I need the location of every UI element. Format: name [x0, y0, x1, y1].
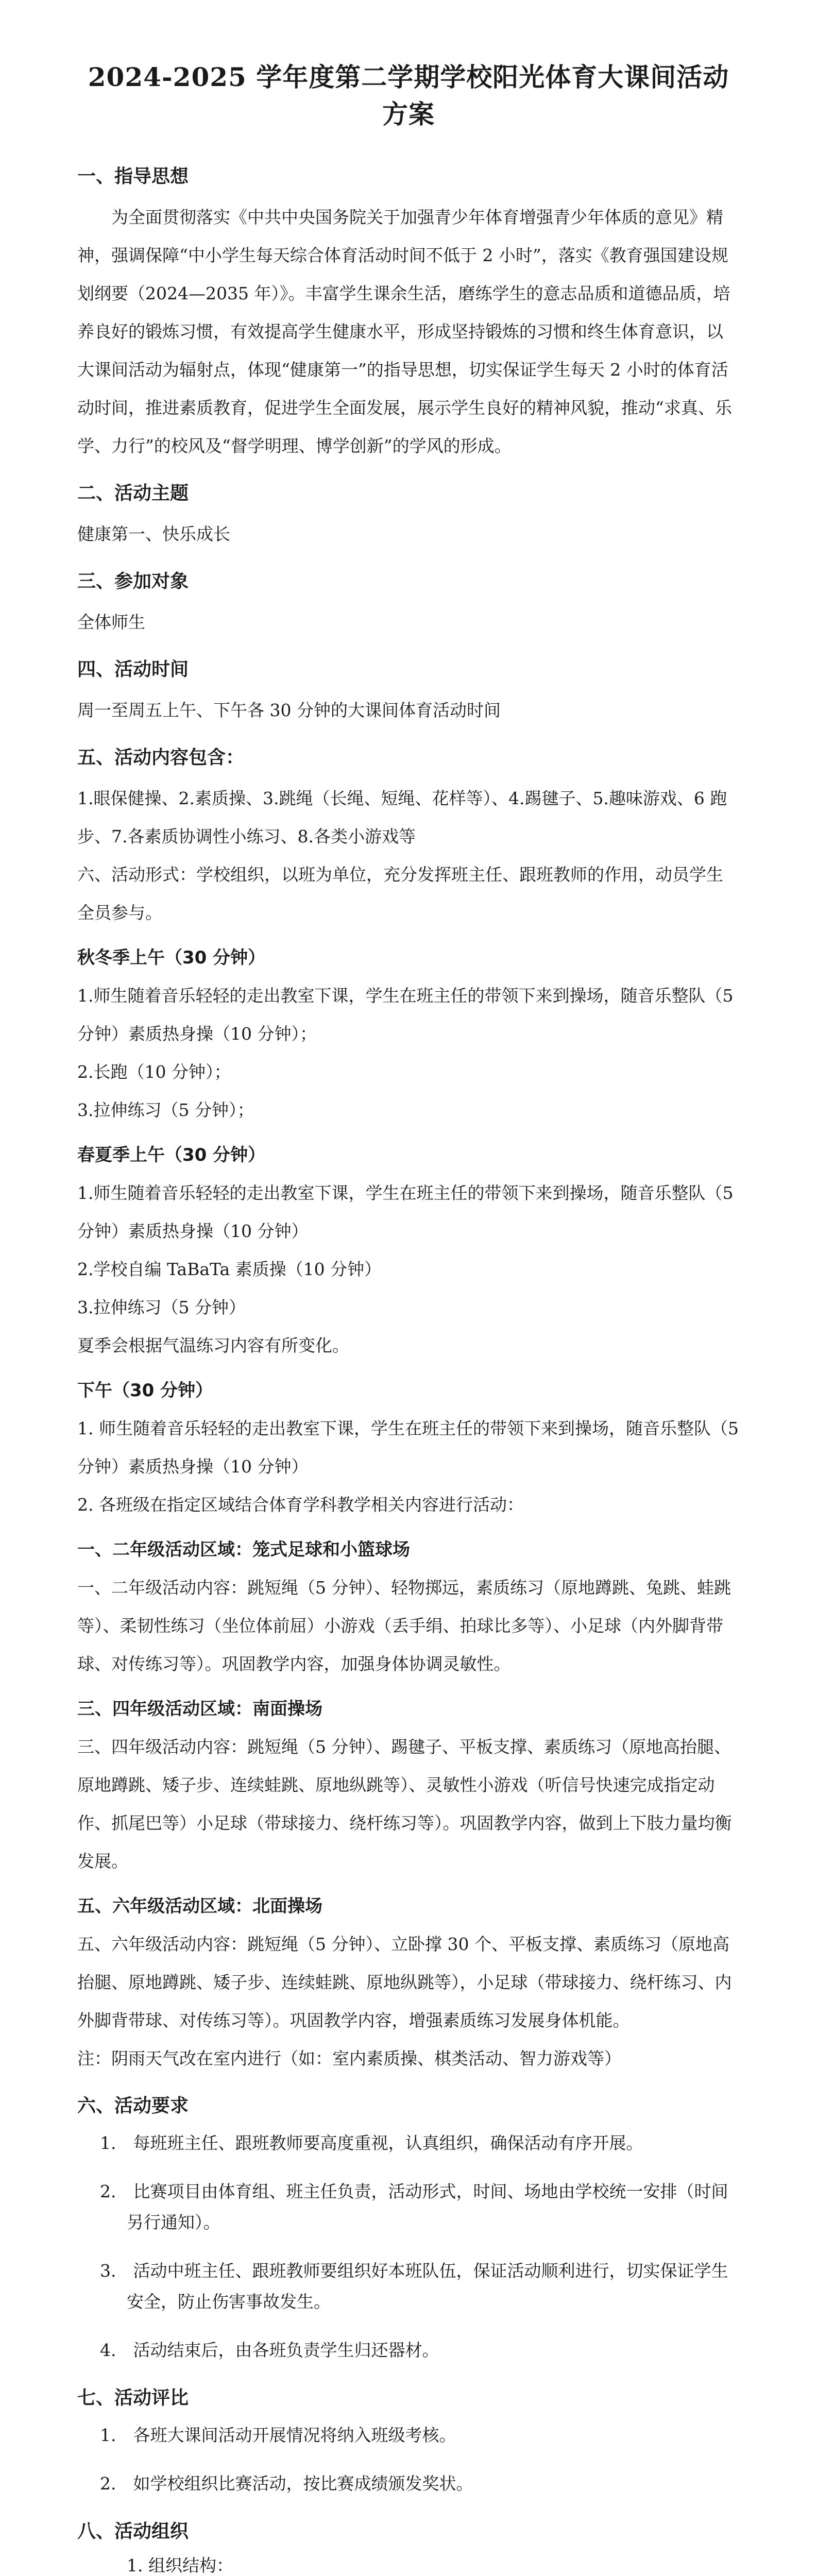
- section-time-heading: 四、活动时间: [77, 659, 189, 680]
- grade12-area-heading: 一、二年级活动区域：笼式足球和小篮球场: [77, 1539, 410, 1560]
- section-evaluation-heading: 七、活动评比: [77, 2387, 189, 2409]
- afternoon-heading: 下午（30 分钟）: [77, 1380, 213, 1401]
- spring-line: 2.学校自编 TaBaTa 素质操（10 分钟）: [77, 1259, 382, 1279]
- spring-line: 1.师生随着音乐轻轻的走出教室下课，学生在班主任的带领下来到操场，随音乐整队（5 分钟）素质热身操（10 分钟）: [77, 1183, 734, 1241]
- section-guiding-ideology-body: 为全面贯彻落实《中共中央国务院关于加强青少年体育增强青少年体质的意见》精神，强调保障“中小学生每天综合体育活动时间不低于 2 小时”，落实《教育强国建设规划纲要（2024—2035 年）》。丰富学生课余生活，磨练学生的意志品质和道德品质，培养良好的锻炼习惯，有效提高学生健康水平，形成坚持锻炼的习惯和终生体育意识，以大课间活动为辐射点，体现“健康第一”的指导思想，切实保证学生每天 2 小时的体育活动时间，推进素质教育，促进学生全面发展，展示学生良好的精神风貌，推动“求真、乐学、力行”的校风及“督学明理、博学创新”的学风的形成。: [77, 207, 732, 456]
- list-item: 4. 活动结束后，由各班负责学生归还器材。: [100, 2340, 439, 2360]
- requirements-list: [77, 2128, 740, 2366]
- section-requirements-heading: 六、活动要求: [77, 2095, 189, 2116]
- section-time-body: 周一至周五上午、下午各 30 分钟的大课间体育活动时间: [77, 700, 501, 720]
- section-content-body: 1.眼保健操、2.素质操、3.跳绳（长绳、短绳、花样等）、4.踢毽子、5.趣味游戏、6 跑步、7.各素质协调性小练习、8.各类小游戏等: [77, 788, 727, 846]
- grade12-content: 一、二年级活动内容：跳短绳（5 分钟）、轻物掷远，素质练习（原地蹲跳、兔跳、蛙跳等）、柔韧性练习（坐位体前屈）小游戏（丢手绢、拍球比多等）、小足球（内外脚背带球、对传练习等）。巩固教学内容，加强身体协调灵敏性。: [77, 1578, 731, 1674]
- section-theme-heading: 二、活动主题: [77, 483, 189, 504]
- section-form-body: 六、活动形式：学校组织，以班为单位，充分发挥班主任、跟班教师的作用，动员学生全员参与。: [77, 865, 723, 923]
- grade56-area-heading: 五、六年级活动区域：北面操场: [77, 1896, 322, 1917]
- organization-list: [77, 2553, 740, 2576]
- autumn-line: 3.拉伸练习（5 分钟）；: [77, 1100, 254, 1120]
- spring-line: 3.拉伸练习（5 分钟）: [77, 1297, 246, 1317]
- list-item: 1. 各班大课间活动开展情况将纳入班级考核。: [100, 2425, 456, 2445]
- rainy-day-note: 注：阴雨天气改在室内进行（如：室内素质操、棋类活动、智力游戏等）: [77, 2048, 621, 2069]
- grade56-content: 五、六年级活动内容：跳短绳（5 分钟）、立卧撑 30 个、平板支撑、素质练习（原地高抬腿、原地蹲跳、矮子步、连续蛙跳、原地纵跳等），小足球（带球接力、绕杆练习、内外脚背带球、对传练习等）。巩固教学内容，增强素质练习发展身体机能。: [77, 1934, 732, 2030]
- spring-morning-heading: 春夏季上午（30 分钟）: [77, 1145, 266, 1165]
- spring-line: 夏季会根据气温练习内容有所变化。: [77, 1335, 349, 1355]
- organization-structure: [77, 2553, 740, 2576]
- grade34-content: 三、四年级活动内容：跳短绳（5 分钟）、踢毽子、平板支撑、素质练习（原地高抬腿、原地蹲跳、矮子步、连续蛙跳、原地纵跳等）、灵敏性小游戏（听信号快速完成指定动作、抓尾巴等）小足球（带球接力、绕杆练习等）。巩固教学内容，做到上下肢力量均衡发展。: [77, 1737, 732, 1871]
- afternoon-line: 2. 各班级在指定区域结合体育学科教学相关内容进行活动：: [77, 1495, 524, 1515]
- section-organization-heading: 八、活动组织: [77, 2521, 189, 2542]
- section-theme-body: 健康第一、快乐成长: [77, 524, 230, 544]
- grade34-area-heading: 三、四年级活动区域：南面操场: [77, 1699, 322, 1719]
- evaluation-list: [77, 2420, 740, 2499]
- list-item: 2. 比赛项目由体育组、班主任负责，活动形式，时间、场地由学校统一安排（时间另行通知）。: [100, 2181, 728, 2232]
- list-item: 2. 如学校组织比赛活动，按比赛成绩颁发奖状。: [100, 2473, 473, 2494]
- document-title: 2024-2025 学年度第二学期学校阳光体育大课间活动方案: [88, 62, 729, 129]
- autumn-morning-heading: 秋冬季上午（30 分钟）: [77, 947, 266, 968]
- section-participants-heading: 三、参加对象: [77, 571, 189, 592]
- section-participants-body: 全体师生: [77, 612, 145, 632]
- structure-title: 1. 组织结构：: [127, 2555, 233, 2575]
- afternoon-line: 1. 师生随着音乐轻轻的走出教室下课，学生在班主任的带领下来到操场，随音乐整队（5 分钟）素质热身操（10 分钟）: [77, 1418, 739, 1477]
- section-guiding-ideology-heading: 一、指导思想: [77, 166, 189, 187]
- list-item: 3. 活动中班主任、跟班教师要组织好本班队伍，保证活动顺利进行，切实保证学生安全，防止伤害事故发生。: [100, 2261, 728, 2312]
- autumn-line: 1.师生随着音乐轻轻的走出教室下课，学生在班主任的带领下来到操场，随音乐整队（5 分钟）素质热身操（10 分钟）；: [77, 986, 734, 1044]
- section-content-heading: 五、活动内容包含：: [77, 747, 245, 768]
- list-item: 1. 每班班主任、跟班教师要高度重视，认真组织，确保活动有序开展。: [100, 2133, 643, 2153]
- autumn-line: 2.长跑（10 分钟）；: [77, 1062, 231, 1082]
